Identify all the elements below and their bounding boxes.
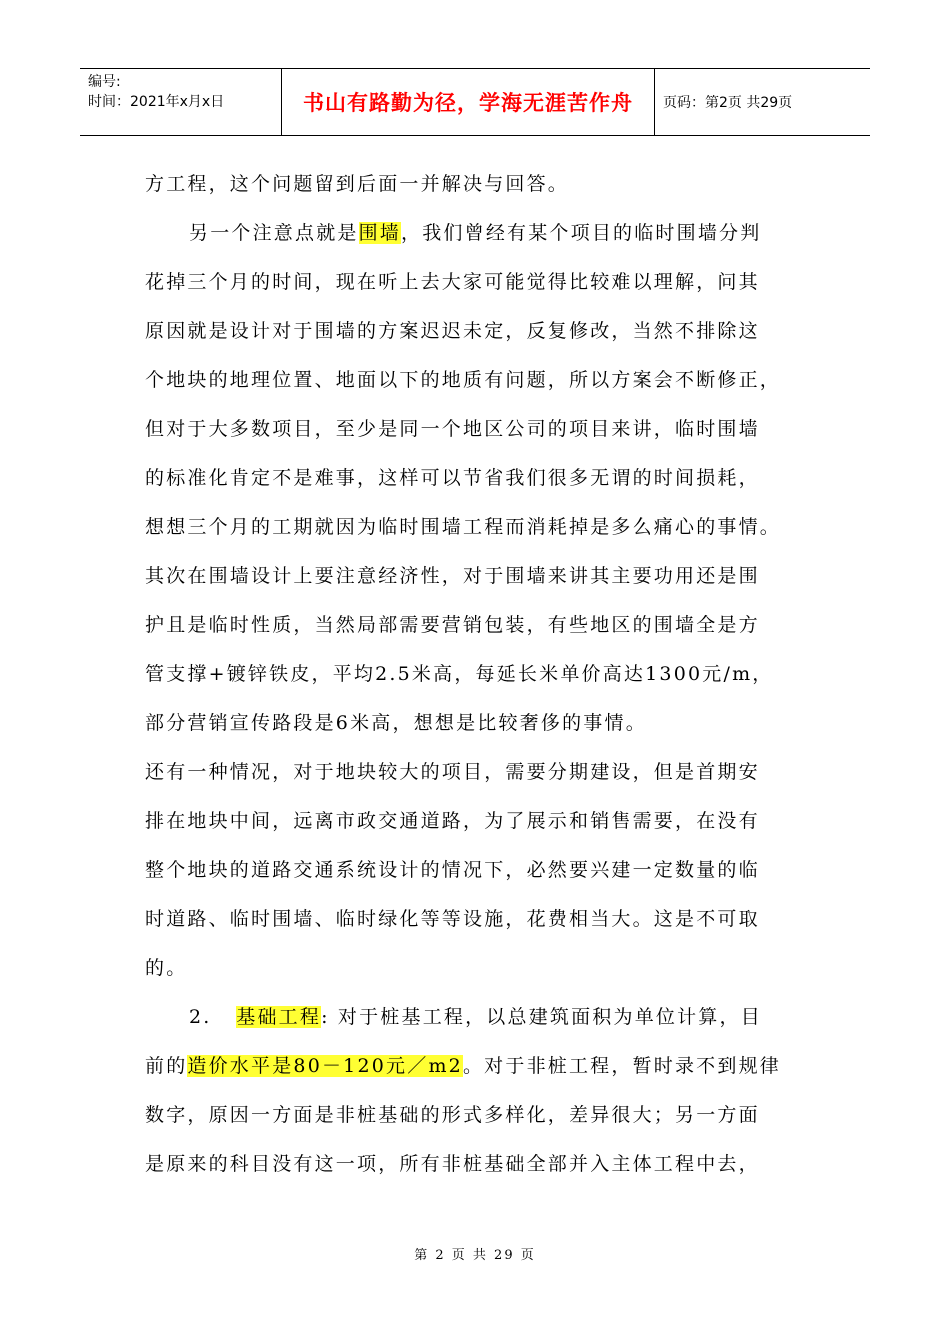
text-line xyxy=(145,699,815,748)
date-label: 时间：2021年x月x日 xyxy=(88,94,225,110)
text-line xyxy=(145,405,815,454)
text-segment: 原因就是设计对于围墙的方案迟迟未定，反复修改，当然不排除这 xyxy=(145,320,760,342)
text-segment: 方工程，这个问题留到后面一并解决与回答。 xyxy=(145,173,570,195)
text-segment: 。对于非桩工程，暂时录不到规律 xyxy=(462,1055,781,1077)
text-line xyxy=(145,601,815,650)
text-line xyxy=(145,258,815,307)
text-segment: 想想三个月的工期就因为临时围墙工程而消耗掉是多么痛心的事情。 xyxy=(145,516,782,538)
text-line xyxy=(145,160,815,209)
number-label: 编号: xyxy=(88,74,121,90)
highlight-foundation: 基础工程 xyxy=(236,1006,322,1028)
header-page-label: 页码：第2页 共29页 xyxy=(663,95,793,111)
text-line xyxy=(145,846,815,895)
text-segment: 的标准化肯定不是难事，这样可以节省我们很多无谓的时间损耗， xyxy=(145,467,760,489)
text-segment: 还有一种情况，对于地块较大的项目，需要分期建设，但是首期安 xyxy=(145,761,760,783)
text-segment: 但对于大多数项目，至少是同一个地区公司的项目来讲，临时围墙 xyxy=(145,418,760,440)
text-segment: 个地块的地理位置、地面以下的地质有问题，所以方案会不断修正， xyxy=(145,369,782,391)
text-segment: 护且是临时性质，当然局部需要营销包装，有些地区的围墙全是方 xyxy=(145,614,760,636)
text-segment: 2. xyxy=(189,1006,237,1028)
text-line xyxy=(145,1042,815,1091)
text-segment: 是原来的科目没有这一项，所有非桩基础全部并入主体工程中去， xyxy=(145,1153,760,1175)
highlight-cost-level: 造价水平是80－120元／m2 xyxy=(187,1055,463,1077)
text-line xyxy=(145,552,815,601)
text-line xyxy=(145,650,815,699)
page-footer: 第 2 页 共 29 页 xyxy=(414,1248,536,1263)
text-line xyxy=(145,307,815,356)
text-segment: ，我们曾经有某个项目的临时围墙分判 xyxy=(401,222,762,244)
text-line xyxy=(145,748,815,797)
text-line xyxy=(145,209,815,258)
text-line xyxy=(145,1140,815,1189)
header-meta xyxy=(80,69,282,135)
document-body xyxy=(145,160,815,1189)
text-line xyxy=(145,895,815,944)
text-segment: 的。 xyxy=(145,957,188,979)
text-segment: 部分营销宣传路段是6米高，想想是比较奢侈的事情。 xyxy=(145,712,647,734)
text-line xyxy=(145,356,815,405)
text-line xyxy=(145,503,815,552)
text-line xyxy=(145,944,815,993)
text-segment: 花掉三个月的时间，现在听上去大家可能觉得比较难以理解，问其 xyxy=(145,271,760,293)
page-header xyxy=(80,68,870,136)
highlight-wall: 围墙 xyxy=(358,222,402,244)
text-line xyxy=(145,993,815,1042)
text-segment: 另一个注意点就是 xyxy=(189,222,359,244)
header-motto: 书山有路勤为径，学海无涯苦作舟 xyxy=(282,69,655,135)
text-segment: 数字，原因一方面是非桩基础的形式多样化，差异很大；另一方面 xyxy=(145,1104,760,1126)
text-segment: 其次在围墙设计上要注意经济性，对于围墙来讲其主要功用还是围 xyxy=(145,565,760,587)
text-segment: : 对于桩基工程，以总建筑面积为单位计算，目 xyxy=(321,1006,762,1028)
text-segment: 时道路、临时围墙、临时绿化等等设施，花费相当大。这是不可取 xyxy=(145,908,760,930)
text-line xyxy=(145,797,815,846)
text-segment: 排在地块中间，远离市政交通道路，为了展示和销售需要，在没有 xyxy=(145,810,760,832)
text-segment: 管支撑+镀锌铁皮，平均2.5米高，每延长米单价高达1300元/m， xyxy=(145,663,774,685)
text-segment: 前的 xyxy=(145,1055,188,1077)
text-line xyxy=(145,1091,815,1140)
text-line xyxy=(145,454,815,503)
text-segment: 整个地块的道路交通系统设计的情况下，必然要兴建一定数量的临 xyxy=(145,859,760,881)
